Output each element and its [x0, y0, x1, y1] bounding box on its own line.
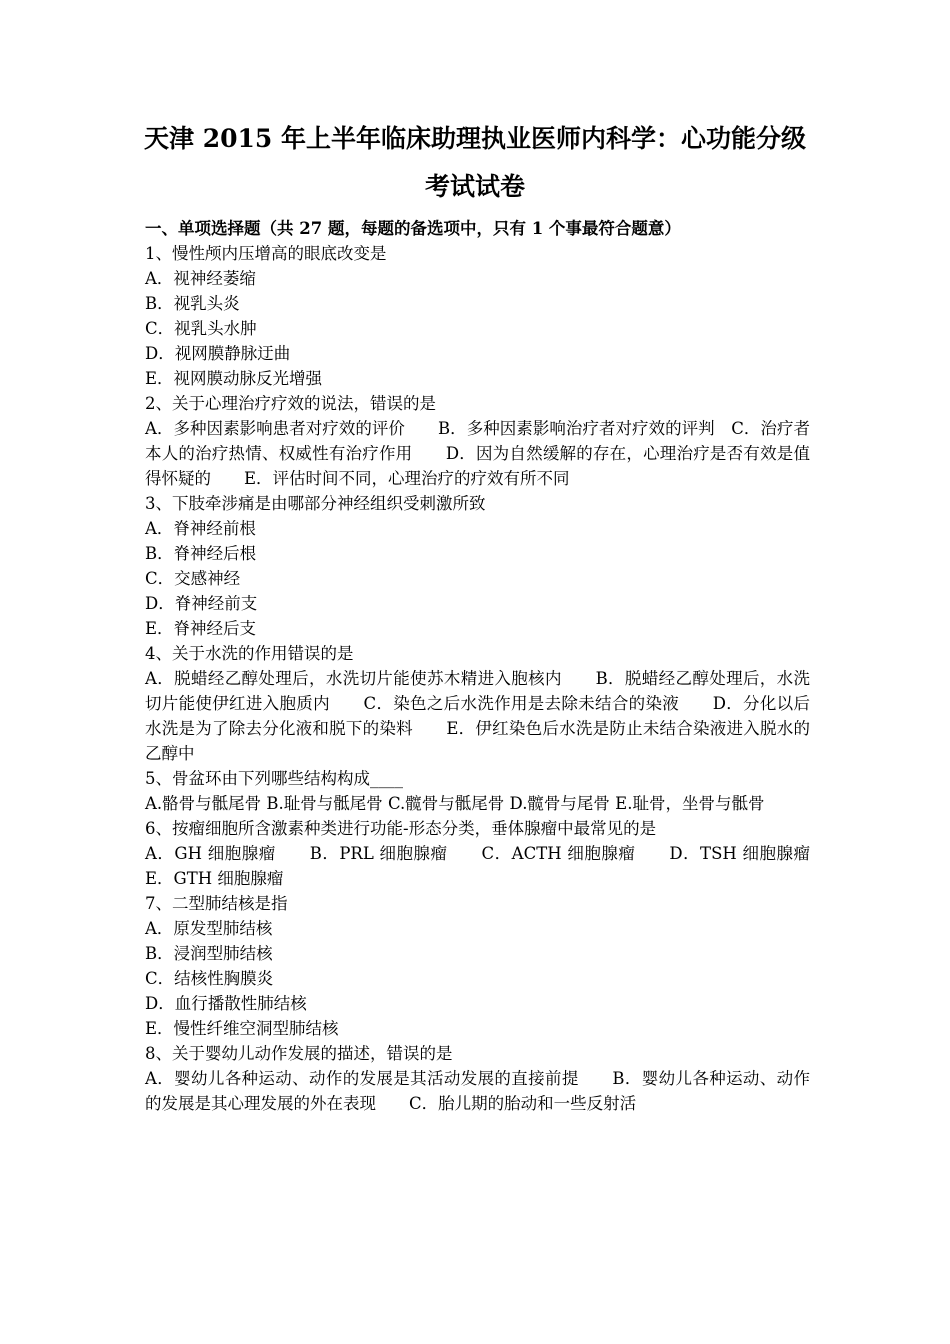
question-stem: 5、骨盆环由下列哪些结构构成____	[145, 769, 403, 788]
answer-option: B．浸润型肺结核	[145, 944, 273, 963]
answer-option: E．脊神经后支	[145, 619, 257, 638]
answer-option: A．原发型肺结核	[145, 919, 273, 938]
question-stem: 6、按瘤细胞所含激素种类进行功能-形态分类，垂体腺瘤中最常见的是	[145, 819, 657, 838]
answer-option: C．结核性胸膜炎	[145, 969, 274, 988]
question-stem: 1、慢性颅内压增高的眼底改变是	[145, 244, 387, 263]
answer-option: A．视神经萎缩	[145, 269, 256, 288]
answer-options-inline: A．脱蜡经乙醇处理后，水洗切片能使苏木精进入胞核内 B．脱蜡经乙醇处理后，水洗切片能使伊红进入胞质内 C．染色之后水洗作用是去除未结合的染液 D．分化以后水洗是为了除去分化液和脱下的染料 E．伊红染色后水洗是防止未结合染液进入脱水的乙醇中	[145, 669, 810, 763]
document-title-line2: 考试试卷	[424, 172, 525, 201]
answer-option: D．视网膜静脉迂曲	[145, 344, 291, 363]
question-stem: 4、关于水洗的作用错误的是	[145, 644, 354, 663]
answer-options-inline: A．多种因素影响患者对疗效的评价 B．多种因素影响治疗者对疗效的评判 C．治疗者本人的治疗热情、权威性有治疗作用 D．因为自然缓解的存在，心理治疗是否有效是值得怀疑的 E．评估时间不同，心理治疗的疗效有所不同	[145, 419, 810, 488]
answer-option: E．视网膜动脉反光增强	[145, 369, 323, 388]
section-heading: 一、单项选择题（共 27 题，每题的备选项中，只有 1 个事最符合题意）	[145, 219, 681, 238]
document-title-line1: 天津 2015 年上半年临床助理执业医师内科学：心功能分级	[144, 124, 806, 153]
answer-options-inline: A．GH 细胞腺瘤 B．PRL 细胞腺瘤 C．ACTH 细胞腺瘤 D．TSH 细胞腺瘤 E．GTH 细胞腺瘤	[145, 844, 843, 888]
answer-option: E．慢性纤维空洞型肺结核	[145, 1019, 339, 1038]
question-stem: 7、二型肺结核是指	[145, 894, 288, 913]
question-stem: 8、关于婴幼儿动作发展的描述，错误的是	[145, 1044, 453, 1063]
question-stem: 2、关于心理治疗疗效的说法，错误的是	[145, 394, 436, 413]
answer-option: D．脊神经前支	[145, 594, 258, 613]
answer-option: A．脊神经前根	[145, 519, 256, 538]
answer-option: D．血行播散性肺结核	[145, 994, 307, 1013]
answer-options-inline: A.骼骨与骶尾骨 B.耻骨与骶尾骨 C.髋骨与骶尾骨 D.髋骨与尾骨 E.耻骨，坐骨与骶骨	[145, 794, 765, 813]
answer-option: C．交感神经	[145, 569, 241, 588]
question-stem: 3、下肢牵涉痛是由哪部分神经组织受刺激所致	[145, 494, 486, 513]
answer-option: B．视乳头炎	[145, 294, 240, 313]
answer-option: C．视乳头水肿	[145, 319, 257, 338]
document-body	[145, 216, 843, 1116]
answer-option: B．脊神经后根	[145, 544, 257, 563]
answer-options-inline: A．婴幼儿各种运动、动作的发展是其活动发展的直接前提 B．婴幼儿各种运动、动作的发展是其心理发展的外在表现 C．胎儿期的胎动和一些反射活	[145, 1069, 810, 1113]
